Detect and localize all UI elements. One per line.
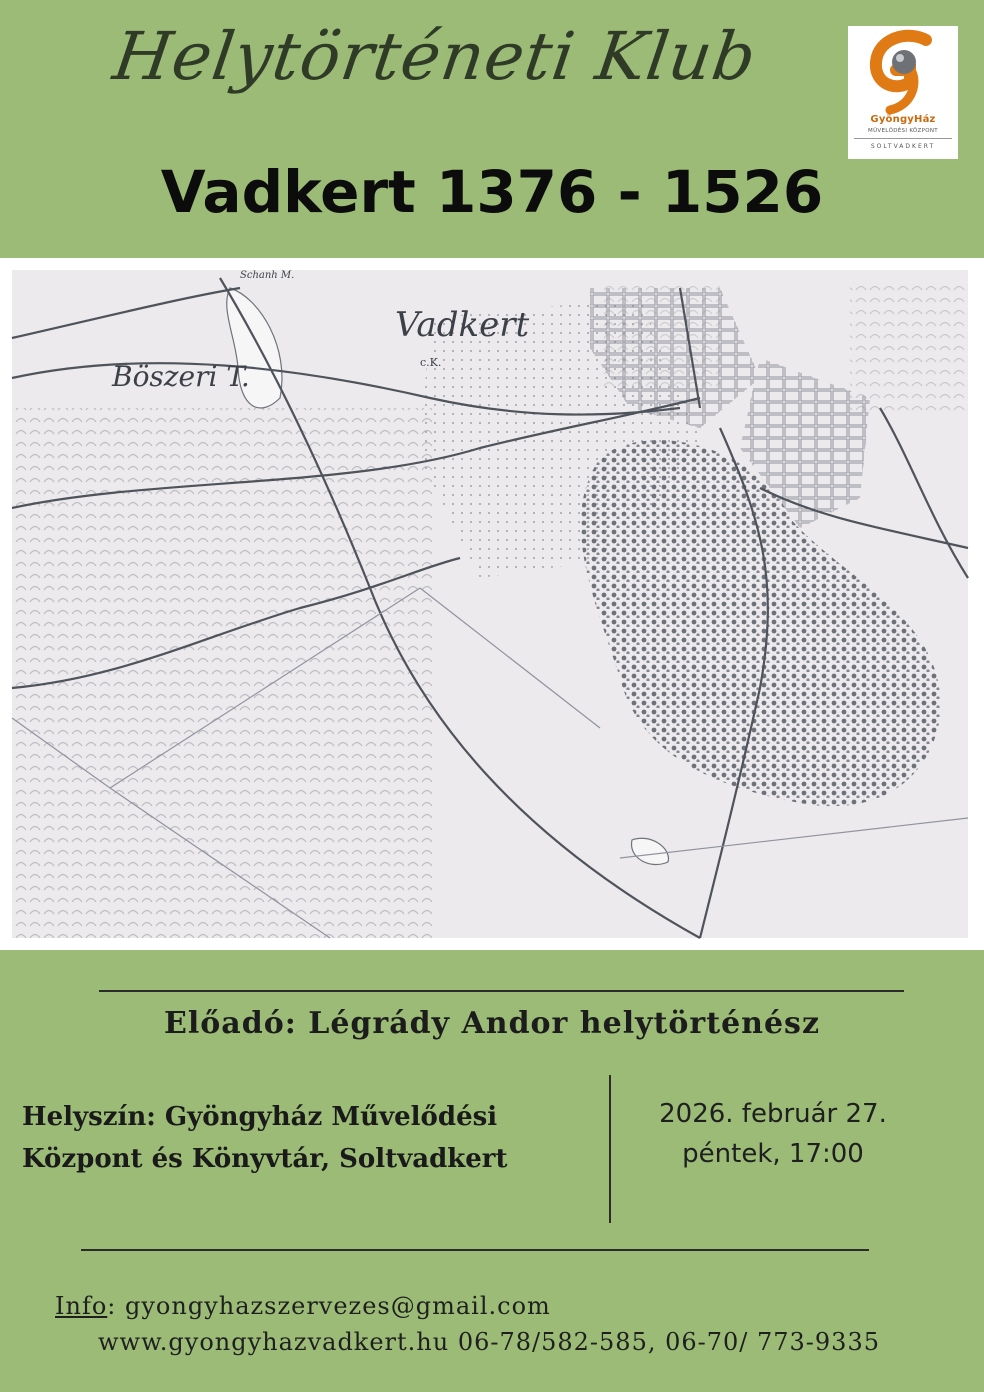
- info-label: Info: [55, 1292, 108, 1320]
- map-label-road: Schanh M.: [240, 270, 295, 281]
- logo-divider: [854, 138, 952, 139]
- historic-map: [0, 258, 984, 950]
- speaker-line: Előadó: Légrády Andor helytörténész: [164, 1006, 820, 1041]
- logo-subtitle: MŰVELŐDÉSI KÖZPONT: [868, 128, 938, 134]
- venue-line-1: Helyszín: Gyöngyház Művelődési: [22, 1102, 498, 1132]
- map-label-town-note: c.K.: [420, 356, 442, 369]
- divider-bottom: [81, 1249, 869, 1251]
- vertical-divider: [609, 1075, 611, 1223]
- info-line: [55, 1292, 551, 1320]
- club-script-title: Helytörténeti Klub: [108, 18, 762, 95]
- date-block: [618, 1094, 928, 1174]
- logo-city: SOLTVADKERT: [870, 143, 936, 150]
- info-email[interactable]: : gyongyhazszervezes@gmail.com: [107, 1292, 551, 1320]
- date-line-1: 2026. február 27.: [659, 1099, 887, 1129]
- venue-line-2: Központ és Könyvtár, Soltvadkert: [22, 1144, 508, 1174]
- event-title: Vadkert 1376 - 1526: [160, 158, 824, 226]
- venue-block: [22, 1096, 582, 1180]
- contact-line[interactable]: www.gyongyhazvadkert.hu 06-78/582-585, 06-70/ 773-9335: [98, 1328, 880, 1356]
- map-label-town: Vadkert: [395, 305, 530, 345]
- logo-brand-text: GyöngyHáz: [870, 114, 936, 125]
- logo-g-mark-icon: [848, 26, 958, 116]
- date-line-2: péntek, 17:00: [682, 1139, 864, 1169]
- gyongyhaz-logo: [848, 26, 958, 159]
- historic-map-image: [0, 258, 984, 950]
- divider-top: [99, 990, 904, 992]
- map-label-lake: Böszeri T.: [112, 360, 250, 393]
